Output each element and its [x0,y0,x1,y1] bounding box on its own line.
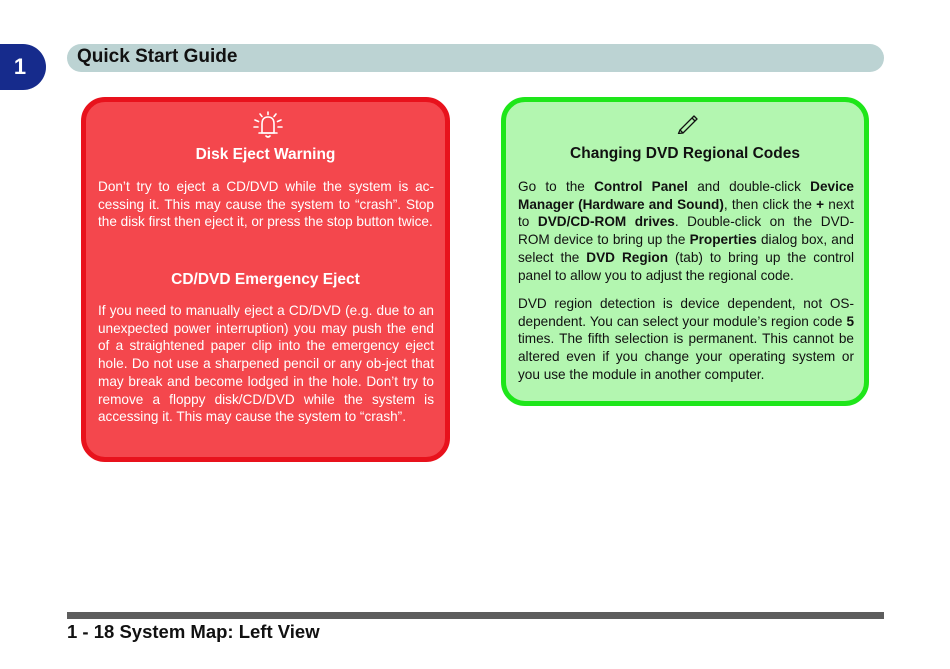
dvd-region-para-1: Go to the Control Panel and double-click Device Manager (Hardware and Sound), then click the + next to DVD/CD-ROM drives. Double-click on the DVD-ROM device to bring up the Properties dialog box, and select the DVD Region (tab) to bring up the control panel to allow you to adjust the regional code. [518,179,854,283]
page-title: Quick Start Guide [77,46,238,67]
disk-eject-warning-heading: Disk Eject Warning [195,146,336,163]
disk-eject-warning-text: Don’t try to eject a CD/DVD while the system is ac-cessing it. This may cause the system to “crash”. Stop the disk first then eject it, or press the stop button twice. [98,179,434,230]
chapter-number: 1 [13,54,27,79]
warning-bell-icon [251,111,285,139]
footer-rule [67,612,884,619]
dvd-region-heading: Changing DVD Regional Codes [570,145,800,162]
pencil-note-icon [676,112,700,134]
warning-box [81,97,450,462]
emergency-eject-text: If you need to manually eject a CD/DVD (e.g. due to an unexpected power interruption) you may push the end of a straightened paper clip into the emergency eject hole. Do not use a sharpened pencil or any ob-ject that may break and become lodged in the hole. Don’t try to remove a floppy disk/CD/DVD while the system is accessing it. This may cause the system to “crash”. [98,303,434,425]
footer-page-label: 1 - 18 System Map: Left View [67,621,320,642]
dvd-region-para-2: DVD region detection is device dependent, not OS-dependent. You can select your module’s region code 5 times. The fifth selection is permanent. This cannot be altered even if you change your operating system or you use the module in another computer. [518,296,854,382]
note-box [501,97,869,406]
header-bar [67,44,884,72]
emergency-eject-heading: CD/DVD Emergency Eject [171,271,360,288]
chapter-tab [0,44,46,90]
